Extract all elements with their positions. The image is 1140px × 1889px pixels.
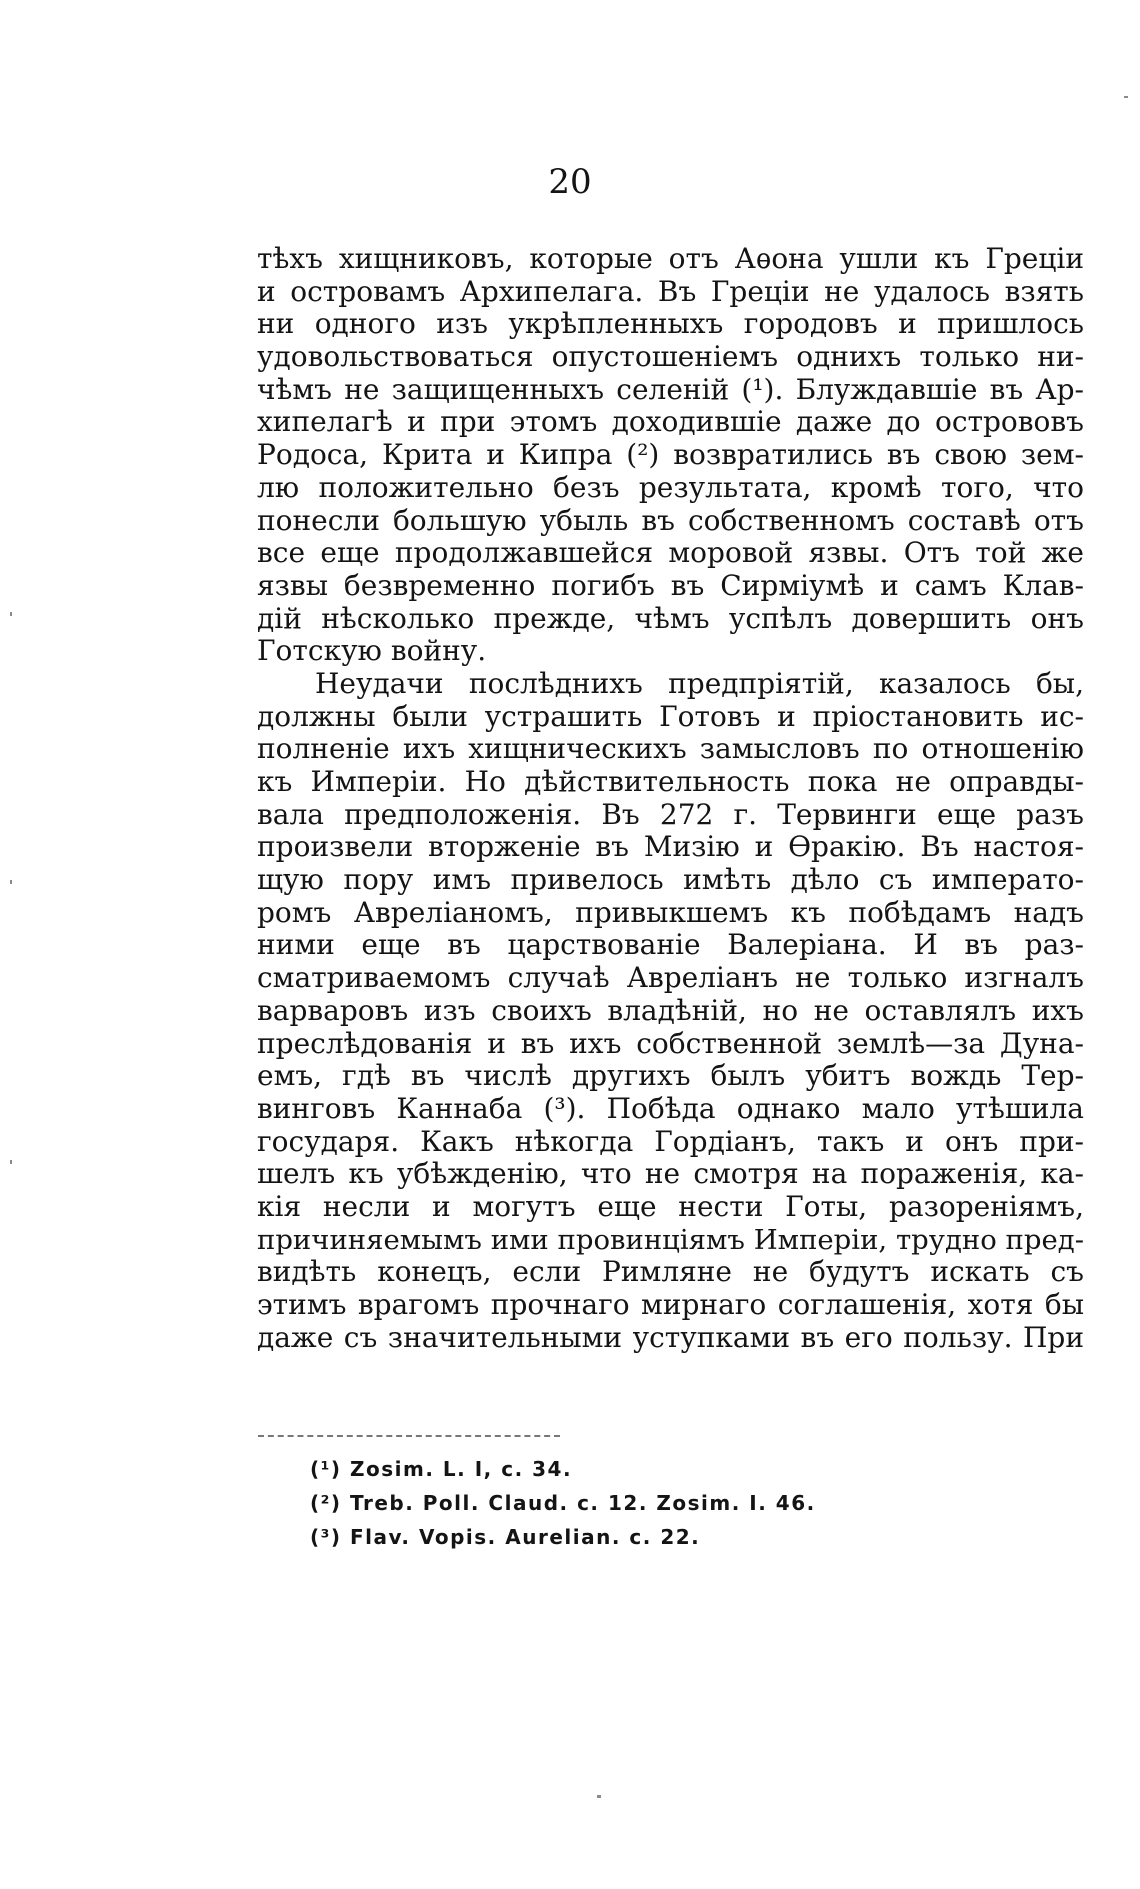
text-line: преслѣдованія и въ ихъ собственной землѣ—за Дуна- <box>257 1026 1084 1060</box>
text-line: все еще продолжавшейся моровой язвы. Отъ той же <box>257 536 1084 570</box>
scan-speck <box>10 1160 12 1164</box>
text-line: этимъ врагомъ прочнаго мирнаго соглашенія, хотя бы <box>257 1288 1084 1321</box>
text-line: щую пору имъ привелось имѣть дѣло съ императо- <box>257 863 1084 897</box>
text-line: емъ, гдѣ въ числѣ другихъ былъ убитъ вождь Тер- <box>257 1059 1084 1093</box>
text-line: сматриваемомъ случаѣ Авреліанъ не только изгналъ <box>257 961 1084 995</box>
text-line: кія несли и могутъ еще нести Готы, разореніямъ, <box>257 1189 1084 1223</box>
footnote: (²) Treb. Poll. Claud. c. 12. Zosim. I. 46. <box>310 1491 816 1515</box>
paragraph-first-line: Неудачи послѣднихъ предпріятій, казалось бы, <box>315 666 1084 700</box>
text-line: государя. Какъ нѣкогда Гордіанъ, такъ и онъ при- <box>257 1124 1084 1158</box>
text-line: ромъ Авреліаномъ, привыкшемъ къ побѣдамъ надъ <box>257 895 1084 929</box>
scan-speck <box>10 612 12 616</box>
body-text <box>257 243 1084 1354</box>
text-line: тѣхъ хищниковъ, которые отъ Аѳона ушли къ Греціи <box>257 242 1084 275</box>
footnotes <box>310 1452 816 1554</box>
paragraph-end-line: Готскую войну. <box>257 634 487 668</box>
text-line: Родоса, Крита и Кипра (²) возвратились въ свою зем- <box>257 438 1084 472</box>
text-line: хипелагѣ и при этомъ доходившіе даже до острововъ <box>257 405 1084 439</box>
text-line: къ Имперіи. Но дѣйствительность пока не оправды- <box>257 765 1084 798</box>
text-line: дій нѣсколько прежде, чѣмъ успѣлъ довершить онъ <box>257 601 1084 635</box>
text-line: и островамъ Архипелага. Въ Греціи не удалось взять <box>257 274 1084 308</box>
page-number: 20 <box>548 162 592 202</box>
text-line: вала предположенія. Въ 272 г. Тервинги еще разъ <box>257 797 1084 831</box>
text-line: ними еще въ царствованіе Валеріана. И въ раз- <box>257 928 1084 962</box>
text-line: произвели вторженіе въ Мизію и Ѳракію. Въ настоя- <box>257 830 1084 864</box>
footnote-separator <box>258 1435 560 1437</box>
footnote: (³) Flav. Vopis. Aurelian. c. 22. <box>310 1525 701 1549</box>
text-line: должны были устрашить Готовъ и пріостановить ис- <box>257 699 1084 733</box>
text-line: видѣть конецъ, если Римляне не будутъ искать съ <box>257 1255 1084 1289</box>
text-line: полненіе ихъ хищническихъ замысловъ по отношенію <box>257 732 1084 766</box>
text-line: лю положительно безъ результата, кромѣ того, что <box>257 470 1084 504</box>
text-line: язвы безвременно погибъ въ Сирміумѣ и самъ Клав- <box>257 568 1084 602</box>
text-line: винговъ Каннаба (³). Побѣда однако мало утѣшила <box>257 1091 1084 1125</box>
scan-speck <box>1124 96 1128 98</box>
text-line: даже съ значительными уступками въ его пользу. При <box>257 1320 1084 1354</box>
text-line: ни одного изъ укрѣпленныхъ городовъ и пришлось <box>257 307 1084 341</box>
text-line: понесли большую убыль въ собственномъ составѣ отъ <box>257 503 1084 537</box>
text-line: чѣмъ не защищенныхъ селеній (¹). Блуждавшіе въ Ар- <box>257 372 1084 406</box>
text-line: шелъ къ убѣжденію, что не смотря на пораженія, ка- <box>257 1157 1084 1191</box>
scan-speck <box>597 1795 601 1798</box>
footnote: (¹) Zosim. L. I, c. 34. <box>310 1457 573 1481</box>
text-line: причиняемымъ ими провинціямъ Имперіи, трудно пред- <box>257 1223 1084 1256</box>
text-line: варваровъ изъ своихъ владѣній, но не оставлялъ ихъ <box>257 993 1084 1027</box>
text-line: удовольствоваться опустошеніемъ однихъ только ни- <box>257 340 1084 374</box>
scan-speck <box>10 880 12 884</box>
